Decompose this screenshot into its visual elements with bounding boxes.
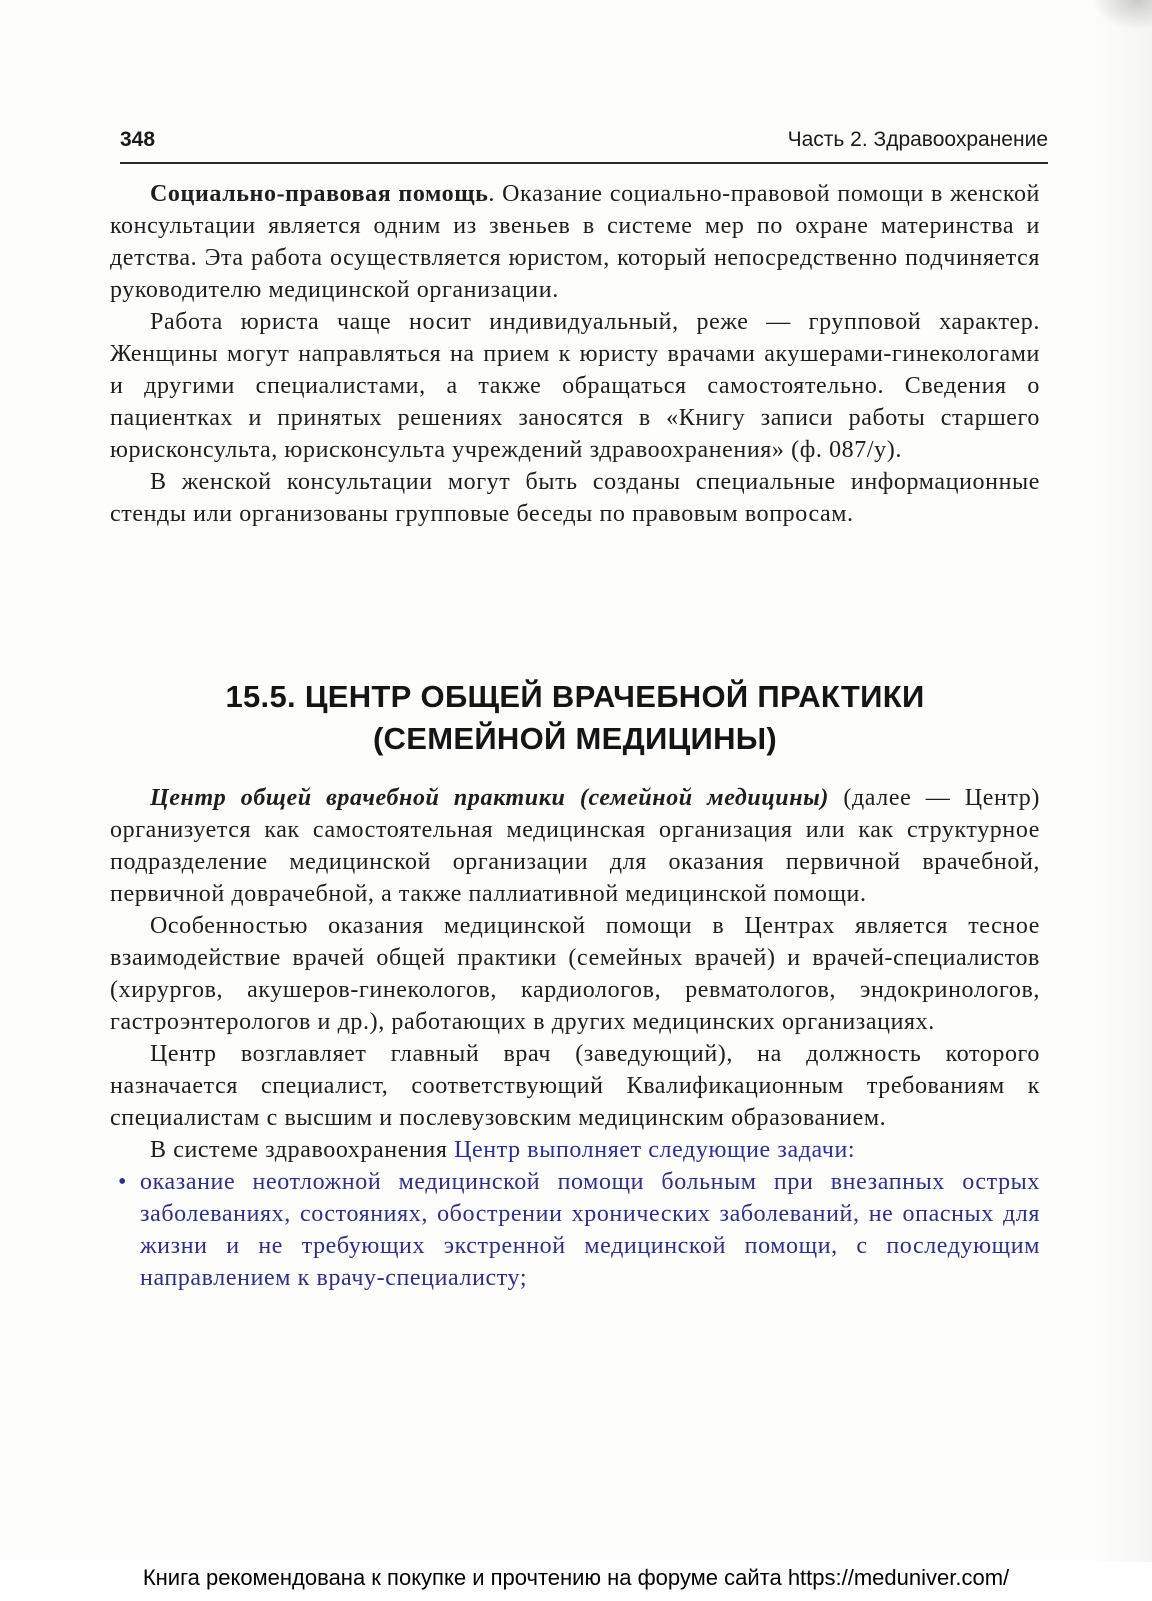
paragraph-text: (далее — Центр) организуется как самостоятельная медицинская организация или как структурное подразделение медицинской организации для оказания первичной врачебной, первичной доврачебной, а также паллиативной медицинской помощи. (110, 785, 1040, 907)
list-item-text: оказание неотложной медицинской помощи больным при внезапных острых заболеваниях, состояниях, обострении хронических заболеваний, не опасных для жизни и не требующих экстренной медицинской помощи, с последующим направлением к врачу-специалисту; (140, 1169, 1040, 1291)
paragraph-center-definition (110, 782, 1040, 910)
paragraph-social-legal-intro (110, 178, 1040, 306)
running-head (120, 128, 1048, 158)
header-rule (120, 162, 1048, 164)
paragraph-text: . Оказание социально-правовой помощи в женской консультации является одним из звеньев в системе мер по охране материнства и детства. Эта работа осуществляется юристом, который непосредственно подчиняется руководителю медицинской организации. (110, 181, 1040, 303)
paragraph-center-features: Особенностью оказания медицинской помощи в Центрах является тесное взаимодействие врачей общей практики (семейных врачей) и врачей-специалистов (хирургов, акушеров-гинекологов, кардиологов, ревматологов, эндокринологов, гастроэнтерологов и др.), работающих в других медицинских организациях. (110, 913, 1040, 1035)
paragraph-center-tasks (110, 1134, 1040, 1166)
running-section-title: Часть 2. Здравоохранение (787, 128, 1048, 151)
term-social-legal-help: Социально-правовая помощь (150, 181, 489, 207)
page-edge-shading (1092, 0, 1152, 1601)
paragraph-lawyer-work: Работа юриста чаще носит индивидуальный, реже — групповой характер. Женщины могут направляться на прием к юристу врачами акушерами-гинекологами и другими специалистами, а также обращаться самостоятельно. Сведения о пациентках и принятых решениях заносятся в «Книгу записи работы старшего юрисконсульта, юрисконсульта учреждений здравоохранения» (ф. 087/у). (110, 309, 1040, 463)
paragraph-center-head: Центр возглавляет главный врач (заведующий), на должность которого назначается специалист, соответствующий Квалификационным требованиям к специалистам с высшим и послевузовским медицинским образованием. (110, 1041, 1040, 1131)
page-number: 348 (120, 128, 156, 151)
social-legal-section (110, 178, 1040, 530)
section-heading (110, 676, 1040, 760)
bullet-icon: • (118, 1169, 128, 1195)
highlighted-text: Центр выполняет следующие задачи: (454, 1137, 856, 1163)
tasks-list (110, 1166, 1040, 1294)
paragraph-info-stands: В женской консультации могут быть созданы специальные информационные стенды или организованы групповые беседы по правовым вопросам. (110, 469, 1040, 527)
heading-line-1: 15.5. ЦЕНТР ОБЩЕЙ ВРАЧЕБНОЙ ПРАКТИКИ (225, 679, 925, 714)
general-practice-section (110, 782, 1040, 1294)
footer-watermark-note: Книга рекомендована к покупке и прочтению на форуме сайта https://meduniver.com/ (0, 1562, 1152, 1601)
list-item (110, 1166, 1040, 1294)
paragraph-text: В системе здравоохранения (150, 1137, 455, 1163)
term-general-practice-center: Центр общей врачебной практики (семейной медицины) (150, 785, 829, 811)
heading-line-2: (СЕМЕЙНОЙ МЕДИЦИНЫ) (372, 721, 778, 756)
